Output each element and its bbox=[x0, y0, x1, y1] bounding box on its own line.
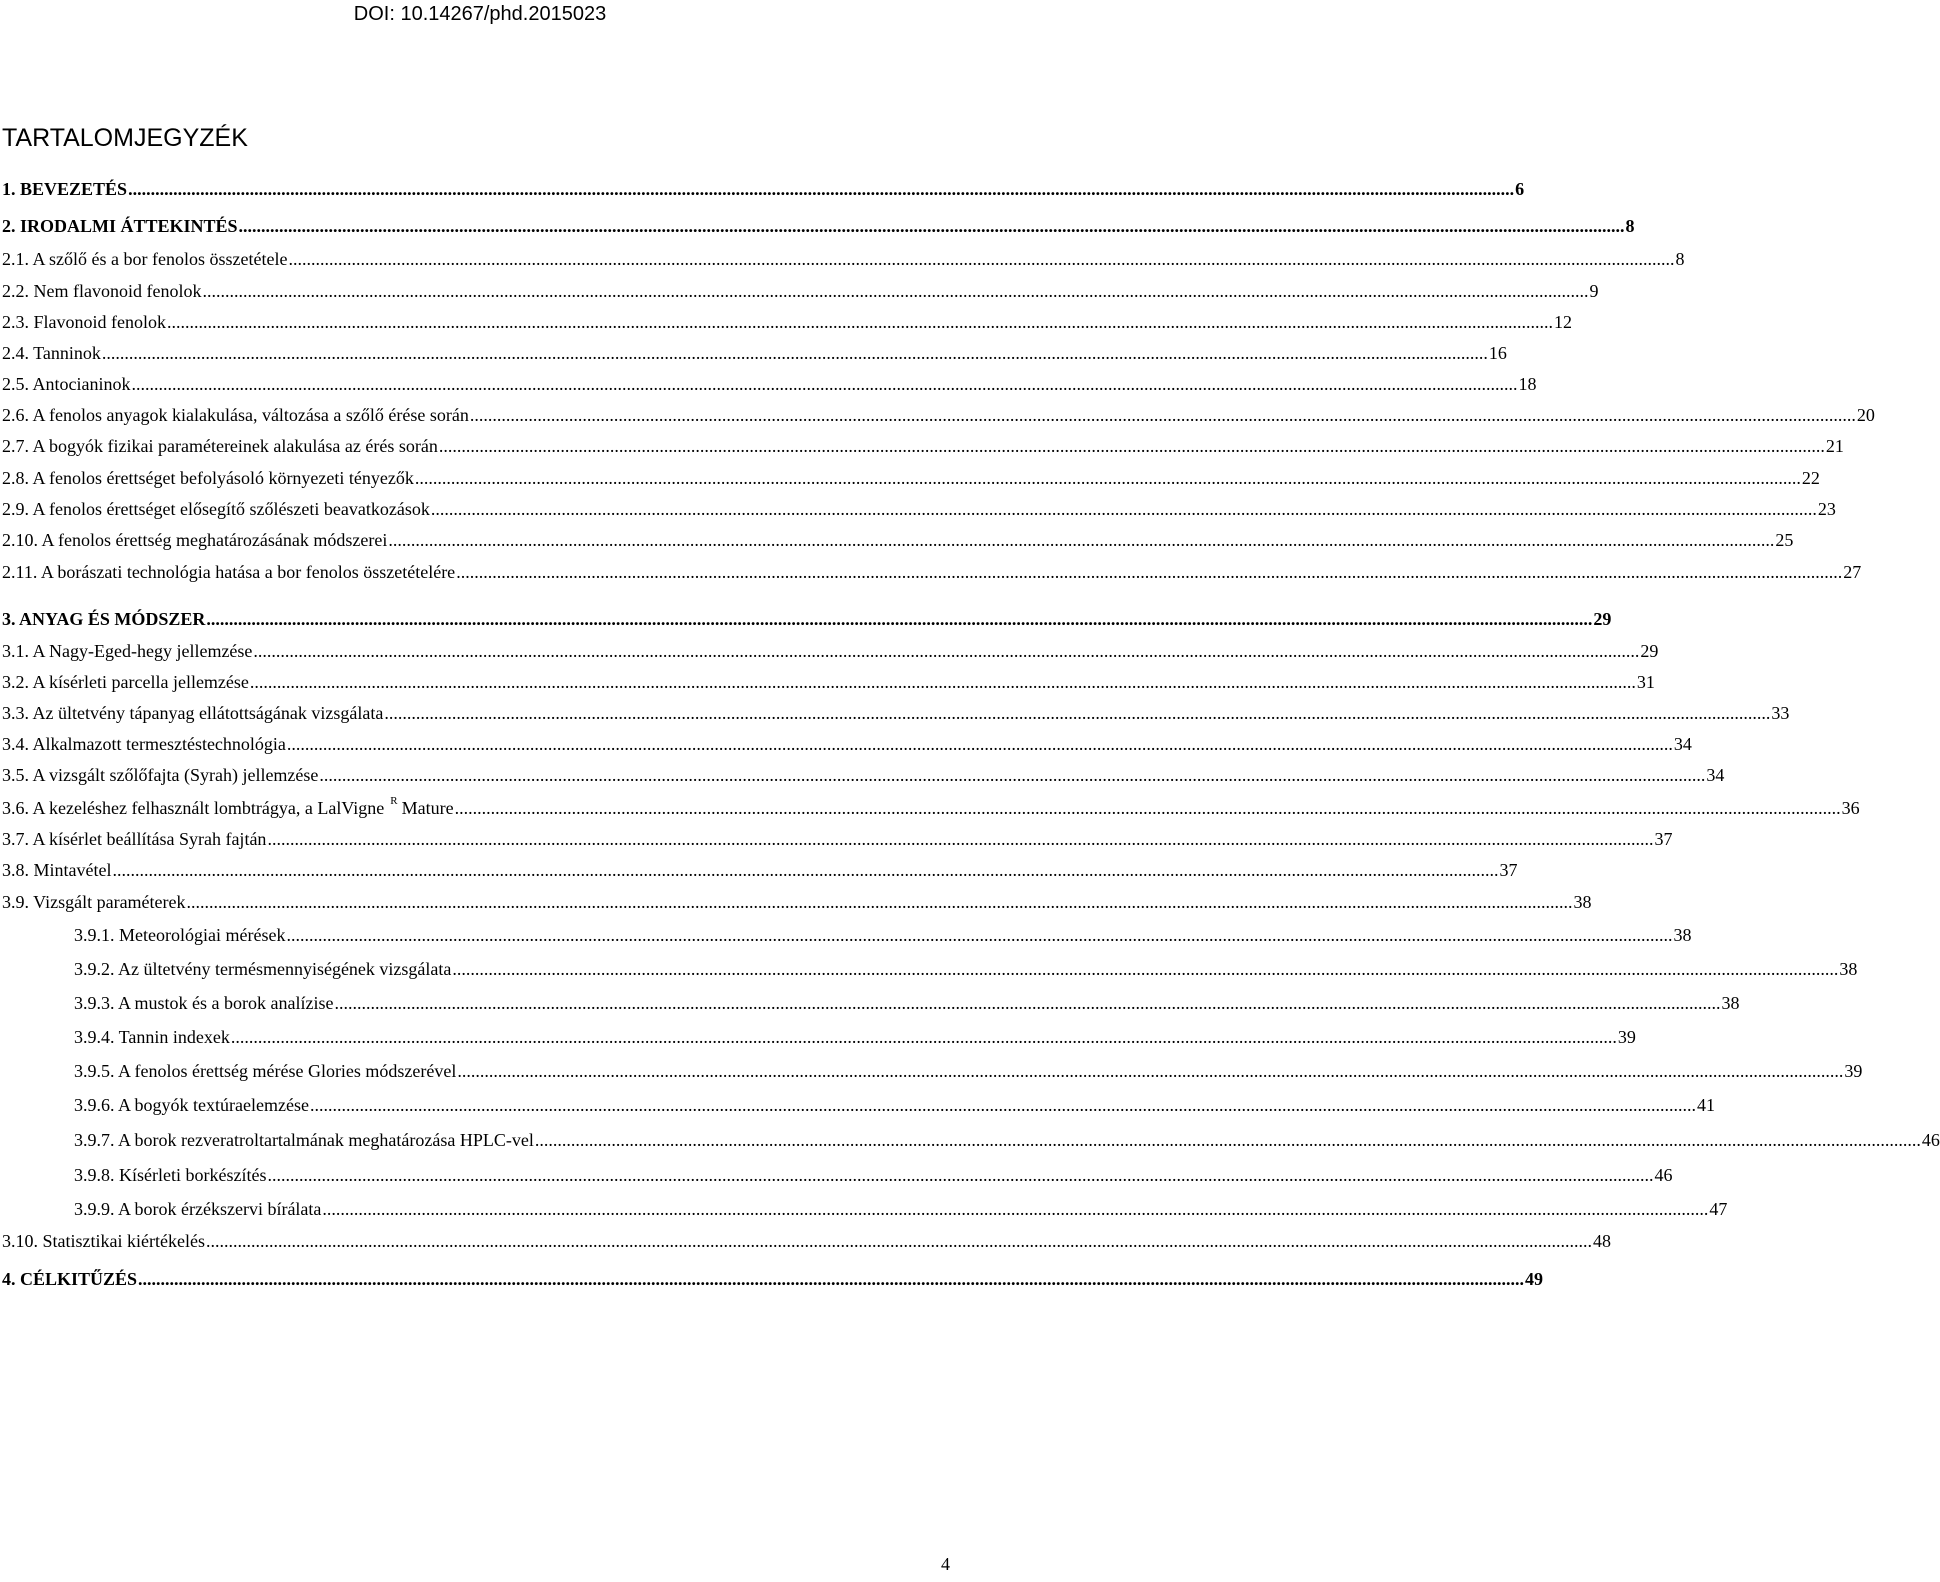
toc-entry[interactable] bbox=[0, 1054, 1863, 1082]
toc-entry[interactable] bbox=[0, 1020, 1636, 1048]
toc-entry[interactable] bbox=[0, 367, 1537, 395]
toc-entry-title: 2.8. A fenolos érettséget befolyásoló környezeti tényezők bbox=[2, 468, 414, 488]
toc-entry-title: 3. ANYAG ÉS MÓDSZER bbox=[2, 609, 206, 629]
toc-entry-page: 34 bbox=[1673, 734, 1692, 754]
toc-entry[interactable] bbox=[0, 209, 1635, 237]
toc-entry-page: 12 bbox=[1554, 312, 1572, 332]
dot-leader bbox=[206, 608, 1592, 630]
toc-entry-title: 2.5. Antocianinok bbox=[2, 374, 131, 394]
toc-entry[interactable] bbox=[0, 1088, 1715, 1116]
dot-leader bbox=[415, 467, 1801, 489]
dot-leader bbox=[535, 1129, 1921, 1151]
toc-entry-page: 39 bbox=[1617, 1027, 1636, 1047]
toc-entry-page: 48 bbox=[1592, 1231, 1611, 1251]
dot-leader bbox=[267, 1164, 1653, 1186]
toc-entry-label bbox=[2, 178, 127, 200]
toc-entry[interactable] bbox=[0, 602, 1612, 630]
dot-leader bbox=[439, 435, 1825, 457]
toc-entry[interactable] bbox=[0, 1192, 1728, 1220]
toc-entry-label bbox=[2, 529, 387, 551]
toc-entry-title: 3.9.6. A bogyók textúraelemzése bbox=[74, 1095, 309, 1115]
toc-entry[interactable] bbox=[0, 242, 1685, 270]
toc-entry-label bbox=[2, 435, 438, 457]
toc-entry-page: 38 bbox=[1673, 925, 1692, 945]
toc-entry-title: 3.3. Az ültetvény tápanyag ellátottságának vizsgálata bbox=[2, 703, 384, 723]
dot-leader bbox=[253, 640, 1639, 662]
toc-entry[interactable] bbox=[0, 986, 1740, 1014]
toc-entry[interactable] bbox=[0, 429, 1844, 457]
toc-entry-page: 18 bbox=[1518, 374, 1537, 394]
toc-entry[interactable] bbox=[0, 274, 1599, 302]
toc-entry-title: 3.9.8. Kísérleti borkészítés bbox=[74, 1165, 267, 1185]
toc-entry-label bbox=[2, 640, 252, 662]
toc-entry-page: 25 bbox=[1775, 530, 1794, 550]
toc-entry-title-suffix: Mature bbox=[401, 798, 454, 818]
dot-leader bbox=[455, 797, 1841, 819]
toc-entry-page: 49 bbox=[1525, 1269, 1544, 1289]
toc-entry-title: 3.4. Alkalmazott termesztéstechnológia bbox=[2, 734, 286, 754]
toc-entry[interactable] bbox=[0, 952, 1858, 980]
toc-entry-page: 6 bbox=[1515, 179, 1525, 199]
toc-entry[interactable] bbox=[0, 172, 1525, 200]
toc-entry-label bbox=[2, 280, 201, 302]
toc-entry-label bbox=[74, 924, 285, 946]
toc-entry[interactable] bbox=[0, 758, 1725, 786]
dot-leader bbox=[138, 1268, 1524, 1290]
toc-entry-page: 33 bbox=[1771, 703, 1790, 723]
dot-leader bbox=[310, 1094, 1696, 1116]
toc-entry-label bbox=[2, 1230, 205, 1252]
toc-entry-title: 2.1. A szőlő és a bor fenolos összetétele bbox=[2, 249, 288, 269]
toc-entry-page: 38 bbox=[1839, 959, 1858, 979]
registered-mark: R bbox=[390, 795, 398, 807]
toc-entry-title: 3.9.5. A fenolos érettség mérése Glories módszerével bbox=[74, 1061, 457, 1081]
toc-entry-title: 2. IRODALMI ÁTTEKINTÉS bbox=[2, 216, 238, 236]
dot-leader bbox=[319, 764, 1705, 786]
toc-entry-title: 2.3. Flavonoid fenolok bbox=[2, 312, 166, 332]
toc-entry-page: 38 bbox=[1721, 993, 1740, 1013]
dot-leader bbox=[384, 702, 1770, 724]
toc-entry[interactable] bbox=[0, 791, 1860, 819]
toc-entry-page: 27 bbox=[1843, 562, 1862, 582]
toc-entry-title: 3.5. A vizsgált szőlőfajta (Syrah) jellemzése bbox=[2, 765, 319, 785]
toc-entry[interactable] bbox=[0, 305, 1572, 333]
toc-entry-page: 46 bbox=[1921, 1130, 1940, 1150]
toc-entry-title: 2.6. A fenolos anyagok kialakulása, változása a szőlő érése során bbox=[2, 405, 469, 425]
toc-entry[interactable] bbox=[0, 492, 1836, 520]
toc-entry-label bbox=[2, 733, 286, 755]
dot-leader bbox=[286, 924, 1672, 946]
toc-entry-title: 3.6. A kezeléshez felhasznált lombtrágya, a LalVigne bbox=[2, 798, 385, 818]
dot-leader bbox=[267, 828, 1653, 850]
toc-entry[interactable] bbox=[0, 1262, 1544, 1290]
dot-leader bbox=[456, 561, 1842, 583]
toc-entry[interactable] bbox=[0, 555, 1862, 583]
dot-leader bbox=[388, 529, 1774, 551]
toc-entry-label bbox=[74, 1094, 309, 1116]
dot-leader bbox=[287, 733, 1673, 755]
toc-entry[interactable] bbox=[0, 1123, 1940, 1151]
dot-leader bbox=[128, 178, 1514, 200]
dot-leader bbox=[457, 1060, 1843, 1082]
toc-entry-page: 46 bbox=[1654, 1165, 1673, 1185]
dot-leader bbox=[102, 342, 1488, 364]
toc-entry-title: 3.9.1. Meteorológiai mérések bbox=[74, 925, 286, 945]
toc-entry-title: 3.9.4. Tannin indexek bbox=[74, 1027, 230, 1047]
toc-entry-page: 39 bbox=[1844, 1061, 1863, 1081]
dot-leader bbox=[470, 404, 1856, 426]
toc-entry[interactable] bbox=[0, 336, 1507, 364]
toc-entry-page: 36 bbox=[1841, 798, 1860, 818]
dot-leader bbox=[167, 311, 1553, 333]
toc-entry[interactable] bbox=[0, 634, 1659, 662]
toc-entry-label bbox=[2, 891, 186, 913]
toc-entry[interactable] bbox=[0, 398, 1875, 426]
toc-entry-label bbox=[2, 373, 131, 395]
dot-leader bbox=[231, 1026, 1617, 1048]
dot-leader bbox=[452, 958, 1838, 980]
dot-leader bbox=[334, 992, 1720, 1014]
toc-entry-title: 4. CÉLKITŰZÉS bbox=[2, 1269, 138, 1289]
toc-entry-label bbox=[74, 1060, 456, 1082]
toc-entry-label bbox=[2, 828, 266, 850]
toc-entry[interactable] bbox=[0, 853, 1518, 881]
toc-entry[interactable] bbox=[0, 461, 1820, 489]
toc-entry-title: 3.9.9. A borok érzékszervi bírálata bbox=[74, 1199, 322, 1219]
dot-leader bbox=[112, 859, 1498, 881]
toc-entry-label bbox=[74, 1198, 321, 1220]
doi-header: DOI: 10.14267/phd.2015023 bbox=[353, 3, 607, 25]
toc-entry-label bbox=[2, 671, 249, 693]
dot-leader bbox=[239, 215, 1625, 237]
toc-entry-page: 29 bbox=[1640, 641, 1659, 661]
toc-entry-page: 38 bbox=[1573, 892, 1592, 912]
toc-entry-label bbox=[2, 793, 454, 819]
dot-leader bbox=[132, 373, 1518, 395]
toc-entry[interactable] bbox=[0, 523, 1794, 551]
dot-leader bbox=[187, 891, 1573, 913]
toc-entry[interactable] bbox=[0, 696, 1790, 724]
toc-entry-title: 2.2. Nem flavonoid fenolok bbox=[2, 281, 202, 301]
toc-entry-label bbox=[2, 1268, 137, 1290]
toc-entry-label bbox=[2, 248, 287, 270]
toc-entry-label bbox=[2, 311, 166, 333]
toc-entry-label bbox=[2, 215, 238, 237]
toc-entry-title: 3.9. Vizsgált paraméterek bbox=[2, 892, 186, 912]
toc-entry[interactable] bbox=[0, 822, 1673, 850]
toc-entry-page: 9 bbox=[1589, 281, 1599, 301]
toc-entry[interactable] bbox=[0, 727, 1692, 755]
toc-entry-label bbox=[74, 958, 451, 980]
toc-entry-page: 16 bbox=[1488, 343, 1507, 363]
toc-entry-label bbox=[2, 608, 205, 630]
toc-entry-label bbox=[74, 1129, 534, 1151]
toc-entry-title: 3.9.7. A borok rezveratroltartalmának meghatározása HPLC-vel bbox=[74, 1130, 534, 1150]
toc-entry-title: 3.1. A Nagy-Eged-hegy jellemzése bbox=[2, 641, 253, 661]
toc-entry-label bbox=[2, 764, 318, 786]
toc-entry-page: 47 bbox=[1709, 1199, 1728, 1219]
toc-entry-label bbox=[74, 1164, 266, 1186]
toc-entry[interactable] bbox=[0, 885, 1592, 913]
dot-leader bbox=[206, 1230, 1592, 1252]
toc-entry-label bbox=[74, 1026, 230, 1048]
toc-entry[interactable] bbox=[0, 1224, 1611, 1252]
toc-entry-label bbox=[2, 498, 430, 520]
toc-entry-label bbox=[2, 702, 383, 724]
toc-entry-title: 3.9.2. Az ültetvény termésmennyiségének vizsgálata bbox=[74, 959, 452, 979]
toc-entry[interactable] bbox=[0, 1158, 1673, 1186]
toc-entry[interactable] bbox=[0, 665, 1655, 693]
toc-entry-label bbox=[2, 859, 111, 881]
toc-entry-page: 37 bbox=[1654, 829, 1673, 849]
toc-entry-title: 3.9.3. A mustok és a borok analízise bbox=[74, 993, 334, 1013]
toc-entry-title: 2.7. A bogyók fizikai paramétereinek alakulása az érés során bbox=[2, 436, 438, 456]
toc-entry-page: 31 bbox=[1636, 672, 1655, 692]
toc-entry-page: 8 bbox=[1675, 249, 1685, 269]
toc-entry-page: 20 bbox=[1856, 405, 1875, 425]
toc-entry-page: 29 bbox=[1593, 609, 1612, 629]
toc-entry-title: 1. BEVEZETÉS bbox=[2, 179, 128, 199]
toc-entry-page: 23 bbox=[1817, 499, 1836, 519]
toc-entry-page: 21 bbox=[1825, 436, 1844, 456]
page-number: 4 bbox=[941, 1554, 950, 1574]
toc-entry-title: 3.7. A kísérlet beállítása Syrah fajtán bbox=[2, 829, 267, 849]
toc-title: TARTALOMJEGYZÉK bbox=[2, 124, 248, 152]
toc-entry-title: 2.11. A borászati technológia hatása a bor fenolos összetételére bbox=[2, 562, 456, 582]
toc-entry-title: 3.8. Mintavétel bbox=[2, 860, 112, 880]
toc-entry-title: 2.9. A fenolos érettséget elősegítő szőlészeti beavatkozások bbox=[2, 499, 430, 519]
dot-leader bbox=[431, 498, 1817, 520]
toc-entry-page: 34 bbox=[1706, 765, 1725, 785]
dot-leader bbox=[288, 248, 1674, 270]
toc-entry-title: 2.4. Tanninok bbox=[2, 343, 101, 363]
toc-entry-page: 37 bbox=[1499, 860, 1518, 880]
toc-entry-page: 8 bbox=[1625, 216, 1635, 236]
toc-entry-label bbox=[2, 467, 414, 489]
toc-entry-label bbox=[2, 404, 469, 426]
toc-entry-label bbox=[2, 561, 455, 583]
toc-entry-title: 3.10. Statisztikai kiértékelés bbox=[2, 1231, 205, 1251]
toc-entry[interactable] bbox=[0, 918, 1692, 946]
toc-entry-label bbox=[74, 992, 333, 1014]
toc-entry-label bbox=[2, 342, 101, 364]
toc-entry-page: 22 bbox=[1801, 468, 1820, 488]
toc-entry-title: 3.2. A kísérleti parcella jellemzése bbox=[2, 672, 249, 692]
dot-leader bbox=[322, 1198, 1708, 1220]
toc-entry-page: 41 bbox=[1696, 1095, 1715, 1115]
dot-leader bbox=[250, 671, 1636, 693]
dot-leader bbox=[202, 280, 1588, 302]
toc-entry-title: 2.10. A fenolos érettség meghatározásának módszerei bbox=[2, 530, 388, 550]
